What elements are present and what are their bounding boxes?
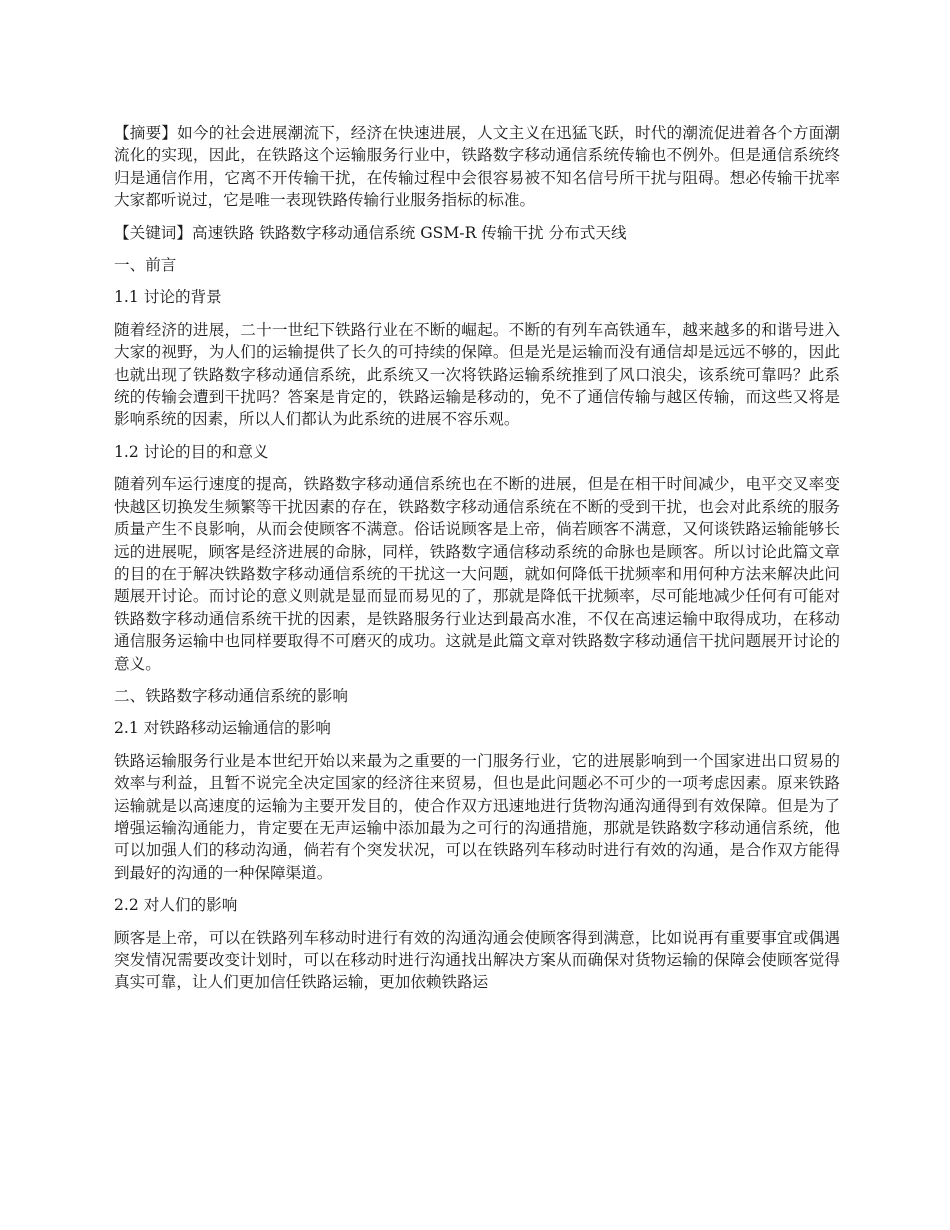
section-heading-1: 一、前言 [114, 256, 177, 275]
keywords-line: 【关键词】高速铁路 铁路数字移动通信系统 GSM-R 传输干扰 分布式天线 [114, 223, 627, 242]
document-page [114, 122, 840, 1004]
subsection-heading-1-2: 1.2 讨论的目的和意义 [114, 442, 269, 461]
section-heading-2: 二、铁路数字移动通信系统的影响 [114, 686, 348, 705]
body-paragraph-2-1: 铁路运输服务行业是本世纪开始以来最为之重要的一门服务行业，它的进展影响到一个国家进出口贸易的效率与利益，且暂不说完全决定国家的经济往来贸易，但也是此问题必不可少的一项考虑因素。原来铁路运输就是以高速度的运输为主要开发目的，使合作双方迅速地进行货物沟通沟通得到有效保障。但是为了增强运输沟通能力，肯定要在无声运输中添加最为之可行的沟通措施，那就是铁路数字移动通信系统，他可以加强人们的移动沟通，倘若有个突发状况，可以在铁路列车移动时进行有效的沟通，是合作双方能得到最好的沟通的一种保障渠道。 [114, 751, 840, 882]
subsection-heading-1-1: 1.1 讨论的背景 [114, 288, 222, 307]
body-paragraph-2-2: 顾客是上帝，可以在铁路列车移动时进行有效的沟通沟通会使顾客得到满意，比如说再有重要事宜或偶遇突发情况需要改变计划时，可以在移动时进行沟通找出解决方案从而确保对货物运输的保障会使顾客觉得真实可靠，让人们更加信任铁路运输，更加依赖铁路运 [114, 928, 840, 992]
subsection-heading-2-2: 2.2 对人们的影响 [114, 896, 238, 915]
abstract-paragraph: 【摘要】如今的社会进展潮流下，经济在快速进展，人文主义在迅猛飞跃，时代的潮流促进着各个方面潮流化的实现，因此，在铁路这个运输服务行业中，铁路数字移动通信系统传输也不例外。但是通信系统终归是通信作用，它离不开传输干扰，在传输过程中会很容易被不知名信号所干扰与阻碍。想必传输干扰率大家都听说过，它是唯一表现铁路传输行业服务指标的标准。 [114, 124, 840, 210]
body-paragraph-1-2: 随着列车运行速度的提高，铁路数字移动通信系统也在不断的进展，但是在相干时间减少，电平交叉率变快越区切换发生频繁等干扰因素的存在，铁路数字移动通信系统在不断的受到干扰，也会对此系统的服务质量产生不良影响，从而会使顾客不满意。俗话说顾客是上帝，倘若顾客不满意，又何谈铁路运输能够长远的进展呢，顾客是经济进展的命脉，同样，铁路数字通信移动系统的命脉也是顾客。所以讨论此篇文章的目的在于解决铁路数字移动通信系统的干扰这一大问题，就如何降低干扰频率和用何种方法来解决此问题展开讨论。而讨论的意义则就是显而显而易见的了，那就是降低干扰频率，尽可能地减少任何有可能对铁路数字移动通信系统干扰的因素，是铁路服务行业达到最高水准，不仅在高速运输中取得成功，在移动通信服务运输中也同样要取得不可磨灭的成功。这就是此篇文章对铁路数字移动通信干扰问题展开讨论的意义。 [114, 475, 840, 673]
subsection-heading-2-1: 2.1 对铁路移动运输通信的影响 [114, 719, 331, 738]
body-paragraph-1-1: 随着经济的进展，二十一世纪下铁路行业在不断的崛起。不断的有列车高铁通车，越来越多的和谐号进入大家的视野，为人们的运输提供了长久的可持续的保障。但是光是运输而没有通信却是远远不够的，因此也就出现了铁路数字移动通信系统，此系统又一次将铁路运输系统推到了风口浪尖，该系统可靠吗？此系统的传输会遭到干扰吗？答案是肯定的，铁路运输是移动的，免不了通信传输与越区传输，而这些又将是影响系统的因素，所以人们都认为此系统的进展不容乐观。 [114, 320, 840, 429]
